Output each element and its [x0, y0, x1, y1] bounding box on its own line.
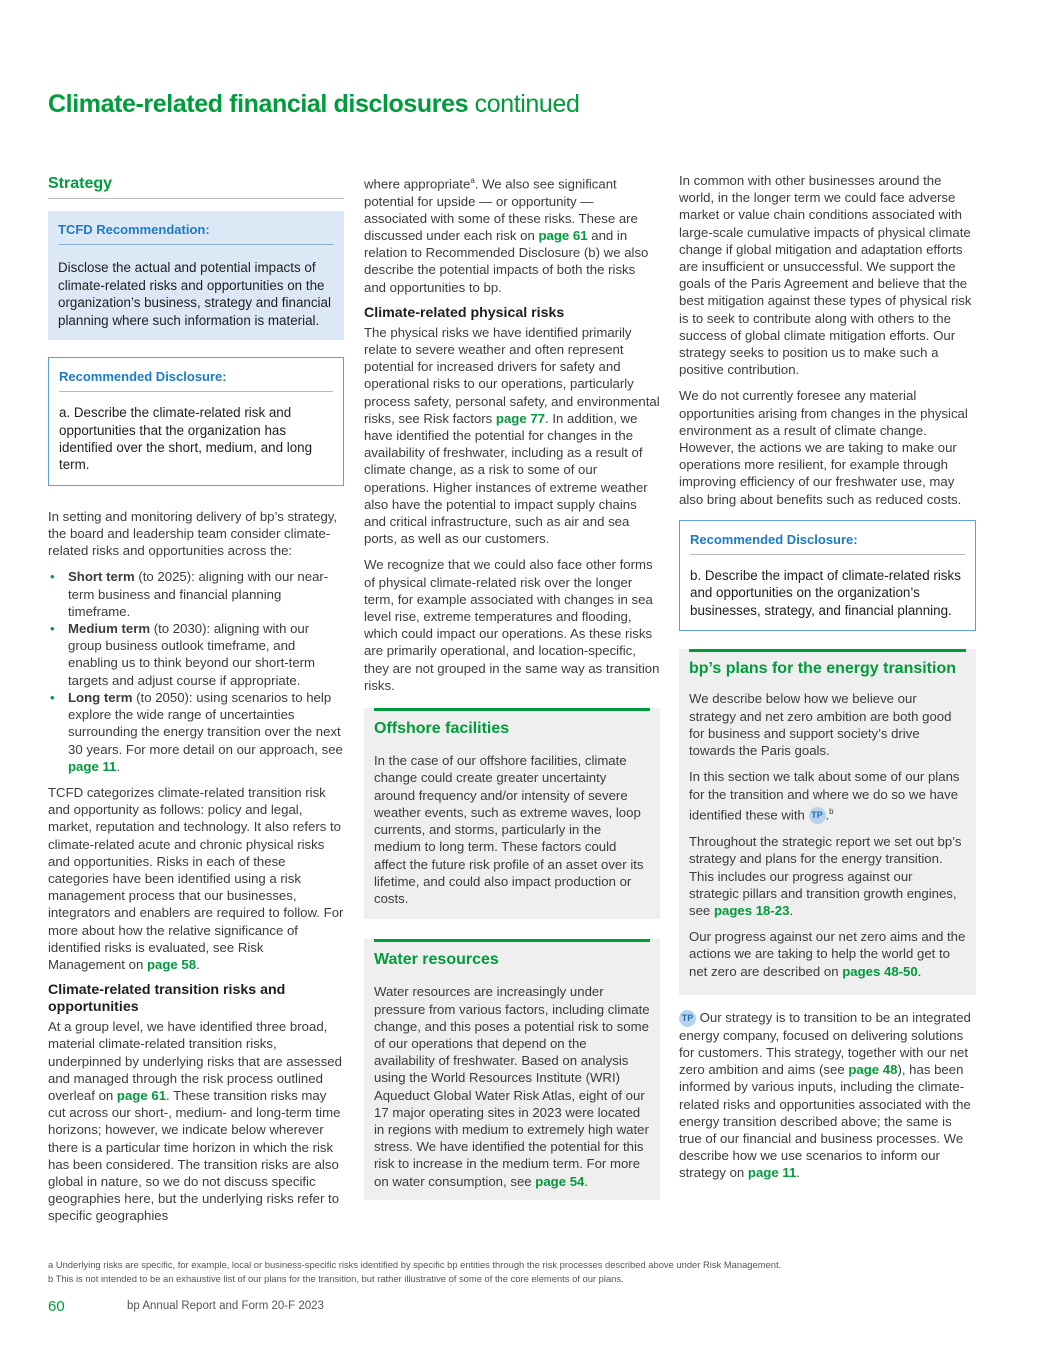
box-accent-bar [374, 939, 650, 942]
recommended-disclosure-heading: Recommended Disclosure: [690, 531, 965, 555]
transition-risks-heading: Climate-related transition risks and opportunities [48, 982, 286, 1016]
page-number: 60 [48, 1298, 65, 1315]
other-physical-risks-paragraph: We recognize that we could also face other forms of physical climate-related risk over the longer term, for example associated with changes in sea level rise, extreme temperatures and flooding, which could impact our operations. As these risks are primarily operational, and location-specific, they are not grouped in the same way as transition risks. [364, 557, 660, 693]
box-paragraph [689, 833, 966, 919]
paragraph-text: The physical risks we have identified primarily relate to severe weather and often represent potential for increased drivers for safety and operational risks to our operations, particularly process safety, personal safety, and environmental risks, see Risk factors [364, 324, 660, 426]
page-link[interactable]: page 11 [68, 758, 117, 774]
punctuation: . [917, 963, 922, 979]
footnote-a: a Underlying risks are specific, for example, local or business-specific risks identified by specific bp entities through the risk processes described above under Risk Management. [48, 1259, 782, 1270]
term-text: (to 2030): aligning with our group business outlook timeframe, and enabling us to think beyond our short-term targets and adjust course if appropriate. [68, 621, 316, 688]
transition-plan-badge-icon: TP [809, 807, 826, 824]
box-accent-bar [689, 649, 966, 652]
punctuation: . [789, 902, 794, 918]
footnote-ref-a: a [470, 176, 475, 185]
paragraph-text: Our strategy is to transition to be an integrated energy company, focused on delivering solutions for customers. This strategy, together with our net zero ambition and aims (see [679, 1009, 971, 1078]
box-paragraph: We describe below how we believe our strategy and net zero ambition are both good for business and support society’s drive towards the Paris goals. [689, 691, 952, 759]
offshore-facilities-body: In the case of our offshore facilities, climate change could create greater uncertainty around frequency and/or intensity of severe weather events, such as extreme waves, loop currents, and storms, particularly in the medium to long term. These factors could affect the future risk profile of an asset over its lifetime, and could also impact production or costs. [374, 753, 644, 906]
paragraph-text: Throughout the strategic report we set out bp’s strategy and plans for the energy transition. This includes our progress against our strategic pillars and transition growth engines, see [689, 834, 962, 918]
adverse-conditions-paragraph: In common with other businesses around the world, in the longer term we could face adverse market or value chain conditions associated with large-scale cumulative impacts of physical climate change if global mitigation and adaptation efforts are insufficient or unsuccessful. We support the goals of the Paris Agreement and believe that the best mitigation against these types of physical risk is to seek to contribute along with others to the success of global climate mitigation efforts. Our strategy seeks to position us to make such a positive contribution. [679, 173, 972, 378]
list-item [48, 568, 344, 620]
page-link[interactable]: page 61 [116, 1087, 167, 1103]
energy-transition-plans-box [679, 649, 976, 994]
paragraph-text: and in relation to Recommended Disclosure (b) we also describe the potential impacts of both the risks and opportunities to bp. [364, 228, 649, 295]
recommended-disclosure-body: a. Describe the climate-related risk and opportunities that the organization has identified over the short, medium, and long term. [59, 405, 313, 473]
page-link[interactable]: page 54 [535, 1173, 585, 1189]
energy-transition-plans-title: bp’s plans for the energy transition [689, 660, 956, 678]
page-title-bold: Climate-related financial disclosures [48, 90, 469, 118]
term-label: Medium term [68, 621, 151, 637]
water-resources-box [364, 939, 660, 1200]
page-link[interactable]: pages 18-23 [713, 902, 790, 918]
footnote-ref-b: b [829, 806, 834, 816]
report-name: bp Annual Report and Form 20-F 2023 [127, 1300, 324, 1312]
box-paragraph [689, 768, 966, 824]
page-link[interactable]: page 58 [146, 956, 197, 972]
paragraph-text: . In addition, we have identified the potential for changes in the availability of freshwater, including as a result of climate change, as a risk to some of our operations. Higher instances of extreme weather also have the potential to impact supply chains and critical infrastructure, such as air and sea ports, as well as our customers. [364, 410, 648, 547]
page-link[interactable]: page 48 [848, 1062, 898, 1078]
strategy-summary-paragraph [679, 1009, 976, 1182]
punctuation: . [196, 956, 200, 972]
paragraph-text: Water resources are increasingly under pressure from various factors, including climate change, and this poses a potential risk to some of our operations that depend on the availability of freshwater. Based on analysis using the World Resources Institute (WRI) Aqueduct Global Water Risk Atlas, eight of our 17 major operating sites in 2023 were located in regions with medium to extremely high water stress. We have identified the potential for this risk to increase in the medium term. For more on water consumption, see [374, 984, 650, 1189]
page-link[interactable]: page 77 [495, 410, 546, 426]
paragraph-text: Our progress against our net zero aims and the actions we are taking to help the world get to net zero are described on [689, 929, 966, 979]
strategy-intro: In setting and monitoring delivery of bp’s strategy, the board and leadership team consider climate-related risks and opportunities across the: [48, 508, 338, 559]
paragraph-text: . These transition risks may cut across our short-, medium- and long-term time horizons; however, we indicate below wherever there is a particular time horizon in which the risk has been considered. The transition risks are also global in nature, so we do not discuss specific geographies here, but the underlying risks refer to specific geographies [48, 1087, 341, 1224]
paragraph-text: At a group level, we have identified three broad, material climate-related transition risks, underpinned by underlying risks that are assessed and managed through the risk process outlined overleaf on [48, 1019, 342, 1103]
no-material-opportunities-paragraph: We do not currently foresee any material opportunities arising from changes in the physical environment as a result of climate change. However, the actions we are taking to make our operations more resilient, for example through improving efficiency of our freshwater use, may also bring about benefits such as reduced costs. [679, 388, 968, 507]
recommended-disclosure-body: b. Describe the impact of climate-related risks and opportunities on the organization’s businesses, strategy, and financial planning. [690, 568, 961, 618]
column-1 [48, 172, 344, 1234]
page-title [48, 90, 579, 119]
time-horizon-list [48, 568, 344, 774]
box-accent-bar [374, 708, 650, 711]
tcfd-recommendation-box [48, 211, 344, 340]
column-3 [679, 172, 976, 1191]
punctuation: . [584, 1173, 589, 1189]
offshore-facilities-box [364, 708, 660, 919]
punctuation: . [796, 1165, 800, 1181]
recommended-disclosure-heading: Recommended Disclosure: [59, 368, 333, 392]
paragraph-text: TCFD categorizes climate-related transition risk and opportunity as follows: policy and legal, market, reputation and technology. It also refers to climate-related acute and chronic physical risks and opportunities. Risks in each of these categories have been identified using a risk management process that our businesses, integrators and enablers are required to follow. For more about how the relative significance of identified risks is evaluated, see Risk Management on [48, 784, 344, 972]
water-resources-title: Water resources [374, 951, 499, 969]
recommended-disclosure-a-box [48, 357, 344, 486]
transition-risks-paragraph [48, 1018, 344, 1224]
punctuation: . [116, 758, 121, 774]
recommended-disclosure-b-box [679, 520, 976, 631]
offshore-facilities-title: Offshore facilities [374, 720, 510, 738]
punctuation: . [825, 807, 830, 823]
tcfd-categories-paragraph [48, 784, 344, 973]
page-link[interactable]: pages 48-50 [842, 963, 918, 979]
column-2 [364, 172, 660, 1200]
water-resources-body [374, 983, 650, 1189]
tcfd-body: Disclose the actual and potential impacts of climate-related risks and opportunities on the organization’s business, strategy and financial planning where such information is material. [58, 260, 331, 328]
physical-risks-paragraph [364, 324, 660, 548]
term-label: Long term [68, 689, 133, 705]
physical-risks-heading: Climate-related physical risks [364, 304, 565, 321]
footnote-b: b This is not intended to be an exhaustive list of our plans for the transition, but rather illustrative of some of the core elements of our plans. [48, 1273, 624, 1284]
tcfd-heading: TCFD Recommendation: [58, 221, 334, 245]
term-text: (to 2025): aligning with our near-term business and financial planning timeframe. [68, 569, 329, 619]
page-title-continued: continued [468, 90, 580, 118]
box-paragraph [689, 928, 966, 980]
paragraph-text: ), has been informed by various inputs, including the climate-related risks and opportunities associated with the energy transition described above; the same is true of our financial and business processes. We describe how we use scenarios to inform our strategy on [679, 1062, 971, 1181]
paragraph-text: In this section we talk about some of our plans for the transition and where we do so we have identified these with [689, 769, 960, 823]
page-link[interactable]: page 61 [538, 228, 588, 243]
section-title-strategy: Strategy [48, 172, 344, 199]
list-item [48, 620, 344, 689]
page-link[interactable]: page 11 [747, 1165, 797, 1181]
transition-plan-badge-icon: TP [679, 1010, 696, 1027]
upside-paragraph [364, 172, 660, 296]
paragraph-text: . We also see significant potential for upside — or opportunity — associated with some of these risks. These are discussed under each risk on [364, 176, 638, 243]
paragraph-text: where appropriate [364, 176, 471, 192]
term-label: Short term [68, 569, 135, 585]
list-item [48, 689, 344, 775]
term-text: (to 2050): using scenarios to help explore the wide range of uncertainties surrounding the energy transition over the next 30 years. For more detail on our approach, see [68, 689, 343, 757]
